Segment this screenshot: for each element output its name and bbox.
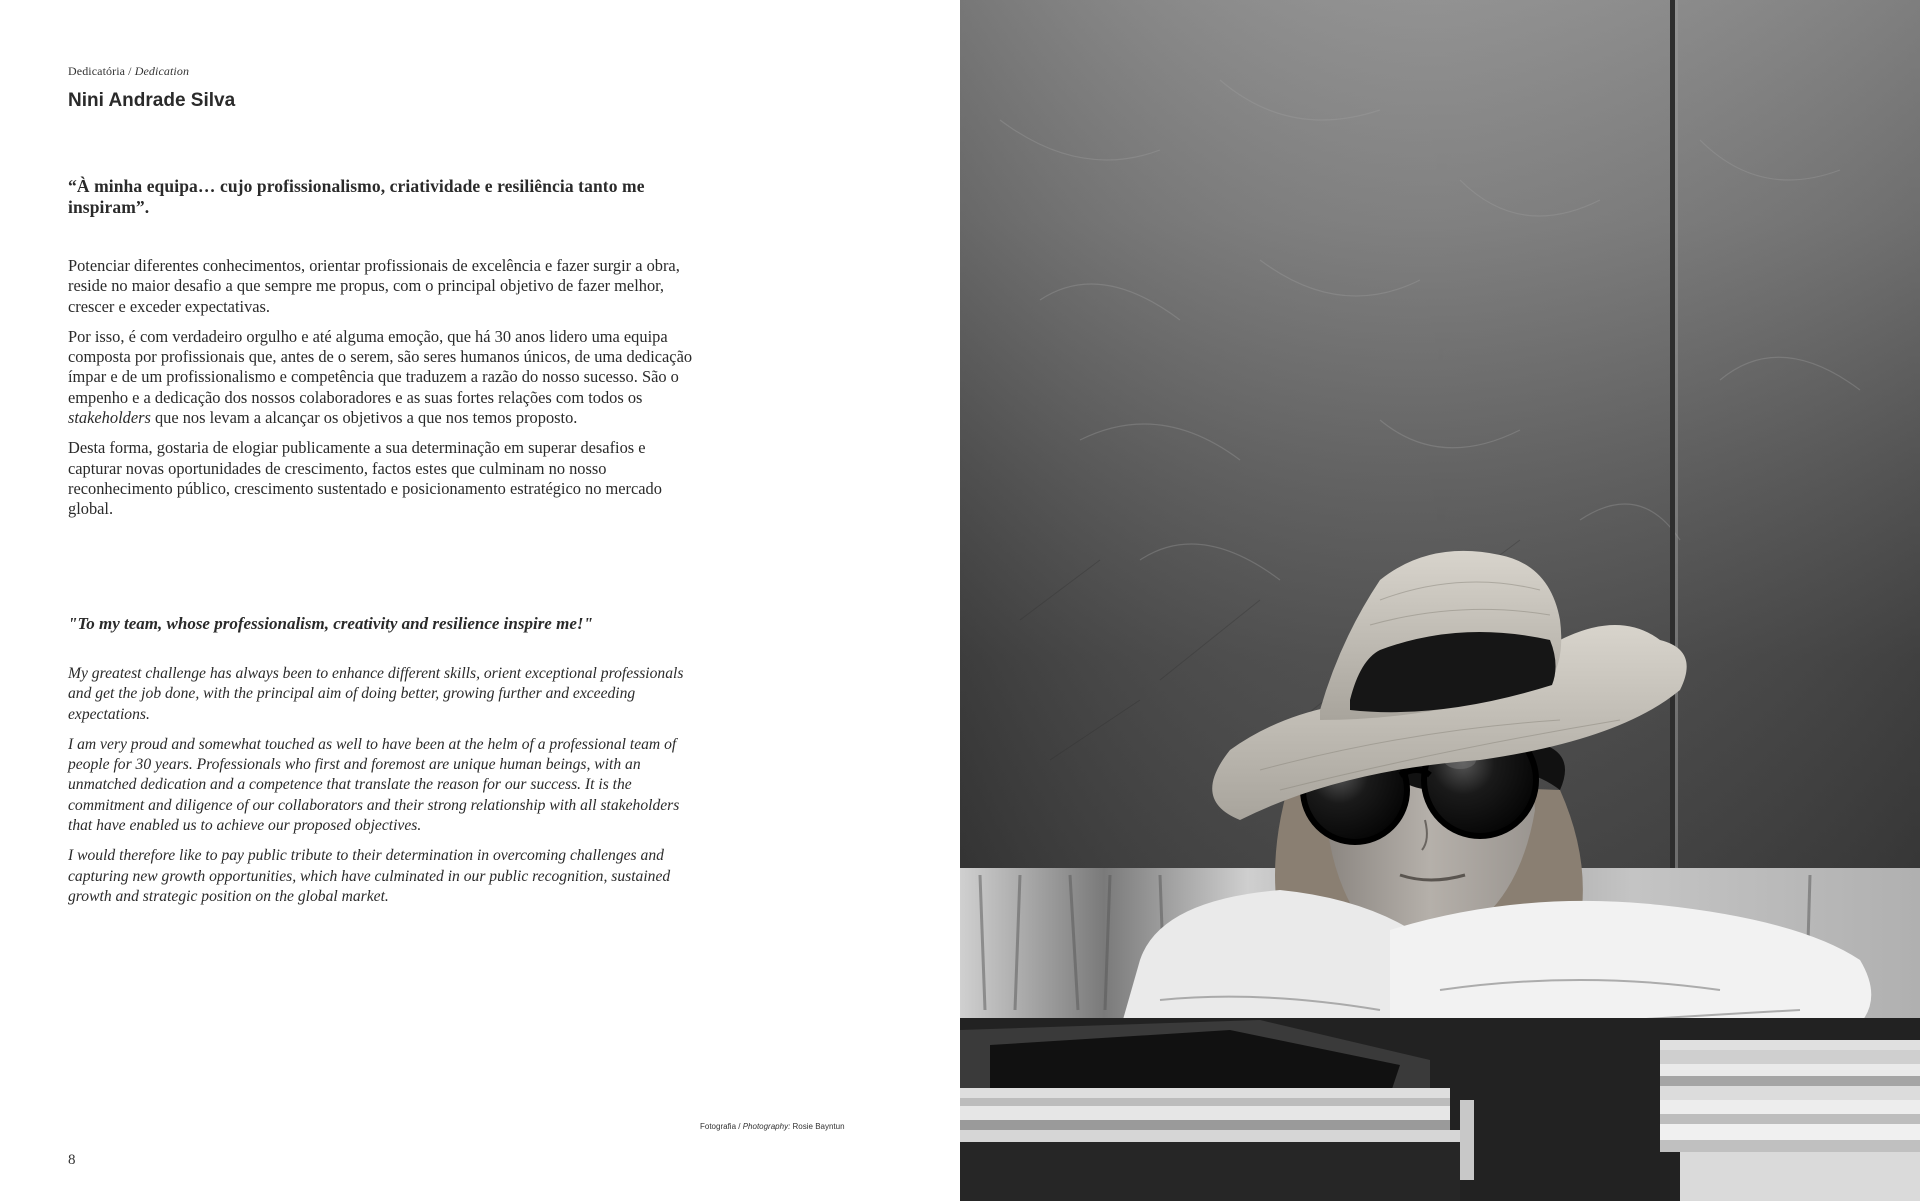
- section-label-en: Dedication: [134, 64, 190, 78]
- photo-credit-en: Photography:: [742, 1122, 791, 1131]
- portuguese-body: [68, 256, 696, 530]
- portuguese-paragraph-2-end: que nos levam a alcançar os objetivos a que nos temos proposto.: [150, 408, 578, 428]
- author-name: Nini Andrade Silva: [68, 90, 236, 111]
- photo-credit-pt: Fotografia: [700, 1122, 737, 1131]
- photo-credit-name: Rosie Bayntun: [790, 1122, 845, 1131]
- portuguese-quote: “À minha equipa… cujo profissionalismo, criatividade e resiliência tanto me inspiram”.: [68, 176, 645, 217]
- portuguese-paragraph-2-start: Por isso, é com verdadeiro orgulho e até alguma emoção, que há 30 anos lidero uma equipa composta por profissionais que, antes de o serem, são seres humanos únicos, de uma dedicação ímpar e de um profissionalismo e competência que traduzem a razão do nosso sucesso. São o empenho e a dedicação dos nossos colaboradores e as suas fortes relações com todos os: [68, 326, 693, 407]
- portuguese-paragraph-2-italic: stakeholders: [68, 408, 151, 428]
- photo-credit-separator: /: [736, 1122, 743, 1131]
- section-label: [68, 64, 189, 79]
- section-label-pt: Dedicatória: [68, 64, 126, 78]
- english-quote: "To my team, whose professionalism, creativity and resilience inspire me!": [68, 614, 593, 633]
- portuguese-paragraph-3: Desta forma, gostaria de elogiar publicamente a sua determinação em superar desafios e capturar novas oportunidades de crescimento, factos estes que culminam no nosso reconhecimento público, crescimento sustentado e posicionamento estratégico no mercado global.: [68, 438, 662, 519]
- page-number: 8: [68, 1152, 76, 1168]
- section-label-separator: /: [125, 64, 135, 78]
- english-paragraph-1: My greatest challenge has always been to enhance different skills, orient exceptional professionals and get the job done, with the principal aim of doing better, growing further and exceeding expectations.: [68, 665, 684, 723]
- photo-credit: [700, 1122, 845, 1131]
- english-paragraph-2: I am very proud and somewhat touched as well to have been at the helm of a professional team of people for 30 years. Professionals who first and foremost are unique human beings, with an unmatched dedication and a competence that translate the reason for our success. It is the commitment and diligence of our collaborators and their strong relationship with all stakeholders that have enabled us to achieve our proposed objectives.: [68, 735, 680, 835]
- portuguese-paragraph-2: [68, 327, 696, 428]
- portrait-photo: [960, 0, 1920, 1201]
- portrait-illustration: [960, 0, 1920, 1201]
- portuguese-paragraph-1: Potenciar diferentes conhecimentos, orientar profissionais de excelência e fazer surgir a obra, reside no maior desafio a que sempre me propus, com o principal objetivo de fazer melhor, crescer e exceder expectativas.: [68, 256, 680, 316]
- english-paragraph-3: I would therefore like to pay public tribute to their determination in overcoming challenges and capturing new growth opportunities, which have culminated in our public recognition, sustained growth and strategic position on the global market.: [68, 847, 671, 905]
- english-body: [68, 664, 696, 917]
